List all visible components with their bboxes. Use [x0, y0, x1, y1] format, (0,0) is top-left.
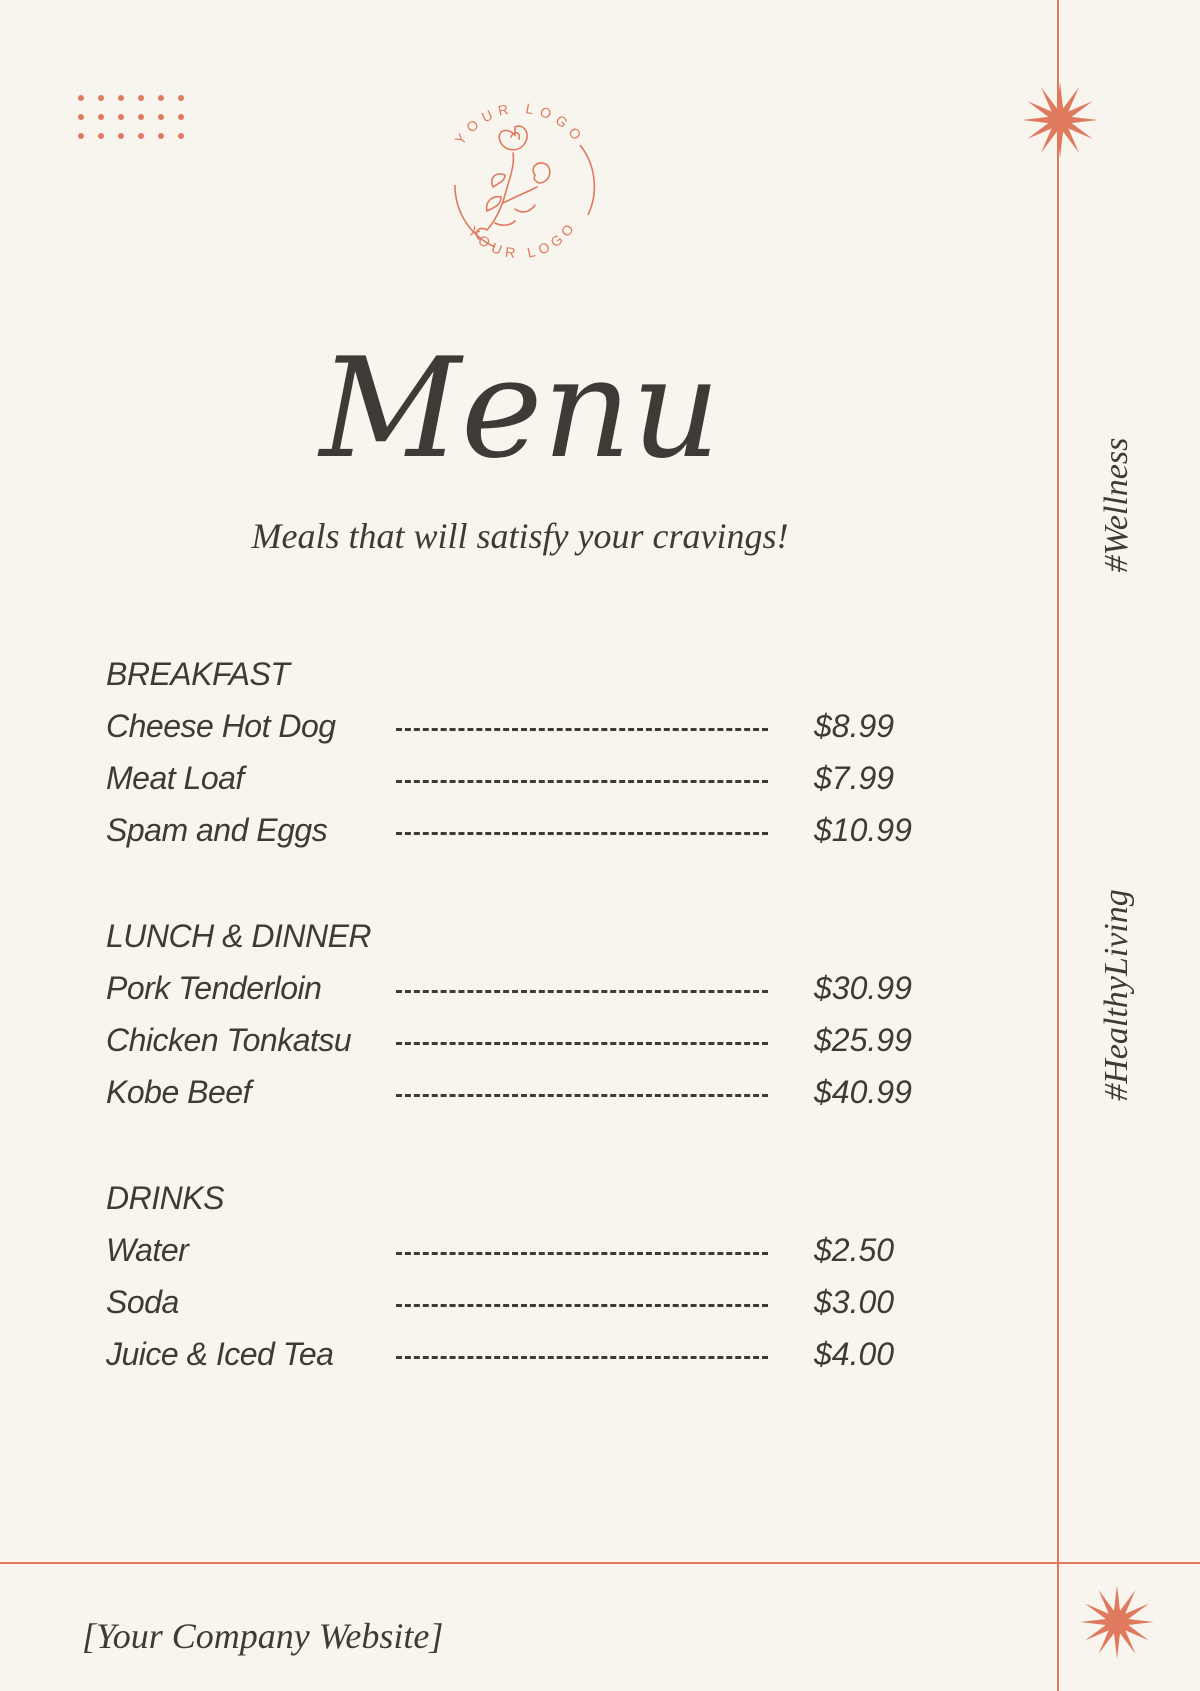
company-logo — [415, 75, 625, 285]
menu-item-price: $7.99 — [814, 760, 895, 796]
dotted-leader — [396, 780, 768, 783]
menu-item-name: Spam and Eggs — [106, 812, 328, 848]
bottom-starburst-icon — [1078, 1583, 1156, 1661]
dotted-leader — [396, 728, 768, 731]
menu-item — [106, 812, 926, 852]
decorative-dot — [118, 133, 124, 139]
dotted-leader — [396, 1094, 768, 1097]
menu-item-price: $25.99 — [814, 1022, 912, 1058]
starburst-shape — [1080, 1585, 1154, 1659]
section-title-lunch-dinner: LUNCH & DINNER — [106, 918, 372, 954]
logo-text-bottom: YOUR LOGO — [465, 217, 580, 262]
logo-text-top: YOUR LOGO — [451, 99, 589, 148]
side-tag-healthy-living: #HealthyLiving — [1098, 889, 1135, 1101]
menu-item-price: $4.00 — [814, 1336, 895, 1372]
dotted-leader — [396, 1356, 768, 1359]
decorative-dot — [178, 133, 184, 139]
menu-item — [106, 1284, 926, 1324]
menu-item — [106, 1232, 926, 1272]
dotted-leader — [396, 832, 768, 835]
starburst-shape — [1022, 82, 1098, 158]
menu-item — [106, 1022, 926, 1062]
vertical-divider — [1057, 0, 1059, 1691]
menu-item-name: Meat Loaf — [106, 760, 244, 796]
menu-item — [106, 970, 926, 1010]
decorative-dot — [98, 114, 104, 120]
menu-item — [106, 760, 926, 800]
menu-item-name: Juice & Iced Tea — [106, 1336, 334, 1372]
menu-item-price: $8.99 — [814, 708, 895, 744]
decorative-dot — [78, 133, 84, 139]
decorative-dot — [98, 133, 104, 139]
menu-item-name: Cheese Hot Dog — [106, 708, 336, 744]
decorative-dot — [178, 114, 184, 120]
menu-item-name: Water — [106, 1232, 189, 1268]
company-website: [Your Company Website] — [82, 1616, 444, 1656]
dotted-leader — [396, 1252, 768, 1255]
dotted-leader — [396, 990, 768, 993]
menu-item-price: $30.99 — [814, 970, 912, 1006]
top-starburst-icon — [1020, 80, 1100, 160]
decorative-dot — [138, 95, 144, 101]
dotted-leader — [396, 1042, 768, 1045]
decorative-dot — [118, 114, 124, 120]
decorative-dot — [118, 95, 124, 101]
menu-item-name: Soda — [106, 1284, 179, 1320]
decorative-dot — [158, 133, 164, 139]
decorative-dot — [158, 114, 164, 120]
decorative-dot — [138, 114, 144, 120]
decorative-dot — [98, 95, 104, 101]
decorative-dot — [178, 95, 184, 101]
decorative-dot — [138, 133, 144, 139]
section-title-breakfast: BREAKFAST — [106, 656, 290, 692]
menu-item — [106, 1336, 926, 1376]
decorative-dot — [78, 95, 84, 101]
menu-item — [106, 1074, 926, 1114]
dotted-leader — [396, 1304, 768, 1307]
side-tag-wellness: #Wellness — [1098, 437, 1135, 573]
decorative-dot — [158, 95, 164, 101]
menu-item-name: Kobe Beef — [106, 1074, 251, 1110]
menu-item-price: $3.00 — [814, 1284, 895, 1320]
page-subtitle: Meals that will satisfy your cravings! — [251, 516, 789, 556]
section-title-drinks: DRINKS — [106, 1180, 224, 1216]
menu-item — [106, 708, 926, 748]
decorative-dot — [78, 114, 84, 120]
menu-item-price: $40.99 — [814, 1074, 912, 1110]
page-title: Menu — [319, 328, 721, 489]
flower-icon — [477, 126, 550, 239]
horizontal-divider — [0, 1562, 1200, 1564]
menu-item-name: Pork Tenderloin — [106, 970, 322, 1006]
svg-text:YOUR LOGO — [452, 100, 589, 148]
menu-item-name: Chicken Tonkatsu — [106, 1022, 352, 1058]
menu-item-price: $2.50 — [814, 1232, 895, 1268]
menu-item-price: $10.99 — [814, 812, 912, 848]
